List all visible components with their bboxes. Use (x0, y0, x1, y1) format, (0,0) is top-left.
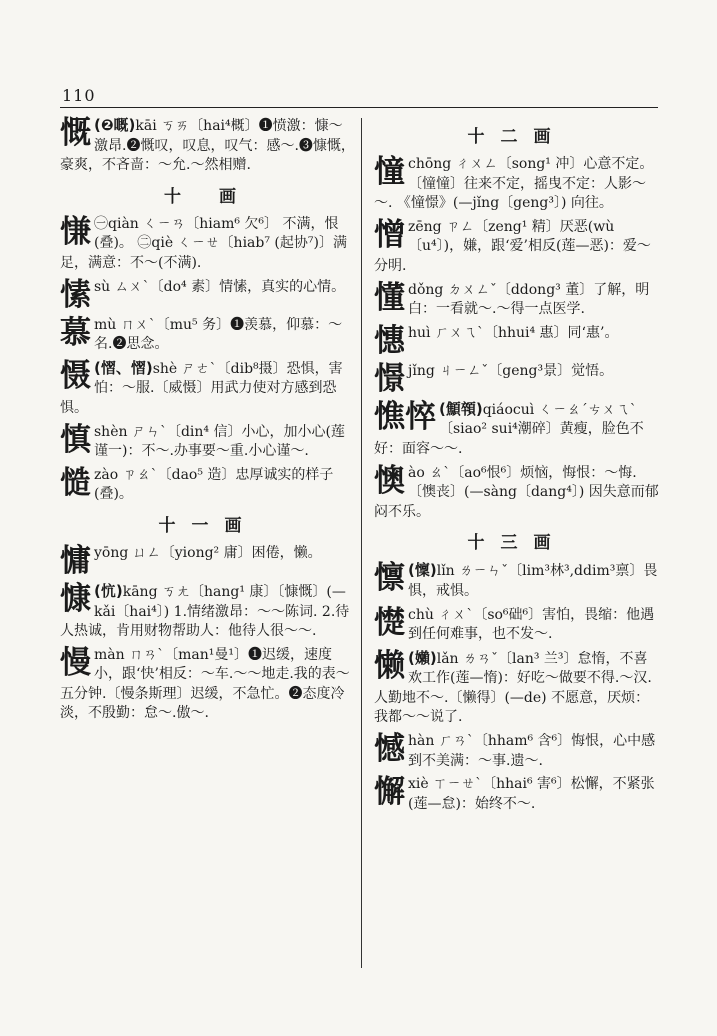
dictionary-entry (60, 359, 356, 419)
entry-definition: shè ㄕㄜˋ〔dib⁸摄〕恐惧，害怕：～服.〔威慑〕用武力使对方感到恐惧。 (60, 360, 343, 416)
dictionary-entry (374, 775, 660, 814)
dictionary-entry (374, 561, 660, 601)
headword: 憓 (374, 322, 405, 359)
dictionary-entry (60, 582, 356, 642)
entry-definition: zēng ㄗㄥ〔zeng¹ 精〕厌恶(wù〔u⁴〕)，嫌，跟‘爱’相反(莲—恶)：爱～分明. (374, 218, 651, 274)
headword: 憧 (374, 154, 405, 190)
dictionary-entry (60, 116, 356, 176)
entry-definition: shèn ㄕㄣˋ〔din⁴ 信〕小心，加小心(莲谨一)：不～.办事要～重.小心谨～. (94, 423, 345, 460)
headword: 愫 (60, 276, 91, 313)
entry-definition: kāng ㄎㄤ〔hang¹ 康〕〔慷慨〕(—kǎi〔hai⁴〕) 1.情绪激昂：～～陈词. 2.待人热诚，肯用财物帮助人：他待人很～～. (60, 583, 350, 640)
dictionary-entry (60, 544, 356, 578)
headword: 慷 (60, 580, 91, 617)
variant-form: (顦顇) (439, 399, 483, 418)
variant-form: (忼) (94, 581, 123, 600)
entry-definition: ㊀qiàn ㄑㄧㄢ〔hiam⁶ 欠⁶〕 不满，恨(叠)。 ㊁qiè ㄑㄧㄝ〔hiab⁷ (起协⁷)〕满足，满意：不～(不满). (60, 215, 347, 271)
entry-definition: chōng ㄔㄨㄥ〔song¹ 冲〕心意不定。〔憧憧〕往来不定，摇曳不定：人影～～. 《憧憬》(—jǐng〔geng³〕) 向往。 (374, 156, 654, 212)
headword: 懈 (374, 774, 405, 811)
entry-definition: lǎn ㄌㄢˇ〔lan³ 兰³〕怠惰，不喜欢工作(莲—惰)：好吃～做要不得.～汉.人勤地不～.〔懒得〕(—de) 不愿意，厌烦：我都～～说了. (374, 650, 652, 726)
entry-definition: dǒng ㄉㄨㄥˇ〔ddong³ 董〕了解，明白：一看就～.～得一点医学. (408, 281, 650, 318)
headword: 慕 (60, 314, 91, 351)
headword: 慑 (60, 357, 91, 394)
variant-form: (慴、慴) (94, 358, 153, 377)
dictionary-entry (374, 362, 660, 396)
headword: 慨 (60, 115, 91, 151)
right-column (374, 116, 660, 818)
headword: 慎 (60, 421, 91, 458)
entry-definition: màn ㄇㄢˋ〔man¹曼¹〕❶迟缓，速度小，跟‘快’相反：～车.～～地走.我的表～五分钟.〔慢条斯理〕迟缓，不急忙。❷态度冷淡，不殷勤：怠～.傲～. (60, 646, 350, 722)
dictionary-entry (60, 646, 356, 724)
dictionary-entry (374, 281, 660, 320)
dictionary-entry (374, 155, 660, 214)
entry-definition: lǐn ㄌㄧㄣˇ〔lim³林³,ddim³禀〕畏惧，戒惧。 (408, 563, 658, 599)
entry-definition: hàn ㄏㄢˋ〔hham⁶ 含⁶〕悔恨，心中感到不美满：～事.遗～. (408, 733, 656, 769)
headword: 慥 (60, 464, 91, 501)
header-rule (60, 107, 658, 108)
column-divider (361, 118, 362, 968)
dictionary-entry (374, 218, 660, 277)
entry-definition: jǐng ㄐㄧㄥˇ〔geng³景〕觉悟。 (408, 362, 614, 379)
headword: 懊 (374, 462, 405, 499)
headword: 懔 (374, 560, 405, 597)
entry-definition: qiáocuì ㄑㄧㄠˊㄘㄨㄟˋ〔siao² sui⁴潮碎〕黄瘦，脸色不好：面容～～. (374, 401, 644, 457)
page-number: 110 (62, 86, 96, 105)
variant-form: (嬾) (408, 648, 437, 667)
entry-definition: sù ㄙㄨˋ〔do⁴ 素〕情愫，真实的心情。 (94, 278, 346, 295)
entry-definition: ào ㄠˋ〔ao⁶恨⁶〕烦恼，悔恨：～悔.〔懊丧〕(—sàng〔dang⁴〕) 因失意而郁闷不乐。 (374, 464, 659, 520)
dictionary-entry (374, 649, 660, 728)
headword: 憔悴 (374, 398, 436, 435)
left-column (60, 116, 356, 728)
entry-definition: yōng ㄩㄥ〔yiong² 庸〕困倦，懒。 (94, 544, 322, 561)
headword: 慊 (60, 213, 91, 250)
dictionary-entry (374, 606, 660, 645)
entry-definition: kāi ㄎㄞ〔hai⁴概〕❶愤激：慷～激昂.❷慨叹，叹息，叹气：感～.❸慷慨，豪爽，不吝啬：～允.～然相赠. (60, 118, 355, 174)
entry-definition: huì ㄏㄨㄟˋ〔hhui⁴ 惠〕同‘惠’。 (408, 324, 619, 341)
entry-definition: mù ㄇㄨˋ〔mu⁵ 务〕❶羡慕，仰慕：～名.❷思念。 (94, 316, 343, 353)
dictionary-entry (60, 316, 356, 355)
entry-definition: chù ㄔㄨˋ〔so⁶础⁶〕害怕，畏缩：他遇到任何难事，也不发～. (408, 606, 655, 643)
entry-definition: xiè ㄒㄧㄝˋ〔hhai⁶ 害⁶〕松懈，不紧张(莲—怠)：始终不～. (408, 776, 655, 812)
section-heading: 十 画 (164, 186, 252, 207)
section-heading: 十二画 (467, 127, 567, 147)
headword: 憷 (374, 604, 405, 641)
dictionary-entry (60, 423, 356, 462)
dictionary-entry (374, 324, 660, 358)
headword: 懂 (374, 279, 405, 316)
dictionary-entry (374, 464, 660, 523)
headword: 憎 (374, 216, 405, 253)
headword: 懒 (374, 647, 405, 684)
headword: 慢 (60, 644, 91, 681)
dictionary-entry (374, 732, 660, 771)
variant-form: (懍) (408, 561, 437, 580)
entry-definition: zào ㄗㄠˋ〔dao⁵ 造〕忠厚诚实的样子(叠)。 (94, 466, 334, 503)
variant-form: (❷嘅) (94, 116, 136, 134)
dictionary-entry (374, 400, 660, 460)
section-heading: 十一画 (158, 515, 258, 536)
section-heading: 十三画 (467, 533, 567, 554)
headword: 慵 (60, 542, 91, 579)
headword: 憾 (374, 731, 405, 768)
dictionary-entry (60, 215, 356, 274)
dictionary-entry (60, 278, 356, 312)
headword: 憬 (374, 360, 405, 397)
dictionary-entry (60, 466, 356, 505)
